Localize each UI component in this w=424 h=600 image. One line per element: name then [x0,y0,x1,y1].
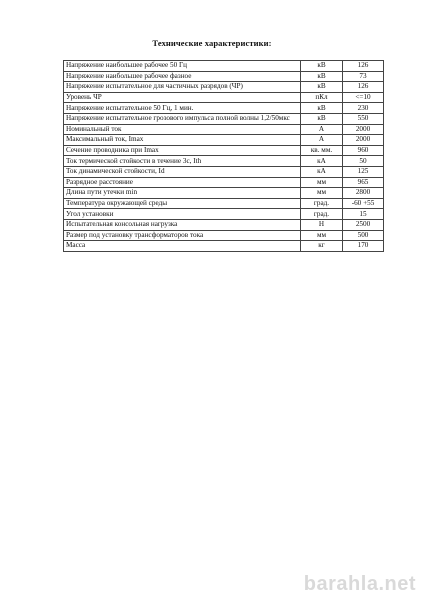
unit-cell: кА [301,156,343,167]
value-cell: 2500 [343,219,384,230]
table-row [64,145,384,156]
param-name-cell: Испытательная консольная нагрузка [64,219,301,230]
param-name-cell: Длина пути утечки min [64,188,301,199]
param-name-cell: Напряжение испытательное 50 Гц, 1 мин. [64,103,301,114]
table-row [64,61,384,72]
unit-cell: кв. мм. [301,145,343,156]
value-cell: 960 [343,145,384,156]
table-row [64,124,384,135]
value-cell: 2000 [343,135,384,146]
param-name-cell: Номинальный ток [64,124,301,135]
table-row [64,241,384,252]
value-cell: 170 [343,241,384,252]
value-cell: 50 [343,156,384,167]
value-cell: 230 [343,103,384,114]
unit-cell: кг [301,241,343,252]
table-row [64,92,384,103]
unit-cell: пКл [301,92,343,103]
unit-cell: кВ [301,71,343,82]
param-name-cell: Размер под установку трансформаторов тока [64,230,301,241]
value-cell: 965 [343,177,384,188]
table-row [64,113,384,124]
table-row [64,188,384,199]
param-name-cell: Температура окружающей среды [64,198,301,209]
value-cell: <=10 [343,92,384,103]
value-cell: 126 [343,82,384,93]
table-row [64,71,384,82]
value-cell: 126 [343,61,384,72]
table-row [64,209,384,220]
param-name-cell: Уровень ЧР [64,92,301,103]
param-name-cell: Сечение проводника при Imax [64,145,301,156]
value-cell: 15 [343,209,384,220]
param-name-cell: Напряжение испытательное грозового импульса полной волны 1,2/50мкс [64,113,301,124]
table-row [64,219,384,230]
unit-cell: град. [301,209,343,220]
table-row [64,166,384,177]
value-cell: -60 +55 [343,198,384,209]
param-name-cell: Ток термической стойкости в течение 3с, Ith [64,156,301,167]
unit-cell: кВ [301,113,343,124]
unit-cell: мм [301,230,343,241]
param-name-cell: Максимальный ток, Imax [64,135,301,146]
table-row [64,177,384,188]
table-row [64,82,384,93]
specs-table-body [64,61,384,252]
watermark-logo: barahla.net [303,573,416,595]
unit-cell: мм [301,188,343,199]
value-cell: 500 [343,230,384,241]
specs-table [63,60,384,252]
unit-cell: кВ [301,103,343,114]
unit-cell: кВ [301,61,343,72]
param-name-cell: Угол установки [64,209,301,220]
param-name-cell: Ток динамической стойкости, Id [64,166,301,177]
value-cell: 73 [343,71,384,82]
unit-cell: кВ [301,82,343,93]
unit-cell: А [301,135,343,146]
value-cell: 2000 [343,124,384,135]
param-name-cell: Масса [64,241,301,252]
param-name-cell: Напряжение испытательное для частичных разрядов (ЧР) [64,82,301,93]
value-cell: 550 [343,113,384,124]
table-row [64,230,384,241]
unit-cell: град. [301,198,343,209]
table-row [64,156,384,167]
param-name-cell: Напряжение наибольшее рабочее фазное [64,71,301,82]
value-cell: 125 [343,166,384,177]
param-name-cell: Напряжение наибольшее рабочее 50 Гц [64,61,301,72]
value-cell: 2800 [343,188,384,199]
table-row [64,103,384,114]
unit-cell: А [301,124,343,135]
unit-cell: мм [301,177,343,188]
document-title: Технические характеристики: [152,38,272,48]
table-row [64,135,384,146]
unit-cell: кА [301,166,343,177]
unit-cell: Н [301,219,343,230]
table-row [64,198,384,209]
param-name-cell: Разрядное расстояние [64,177,301,188]
